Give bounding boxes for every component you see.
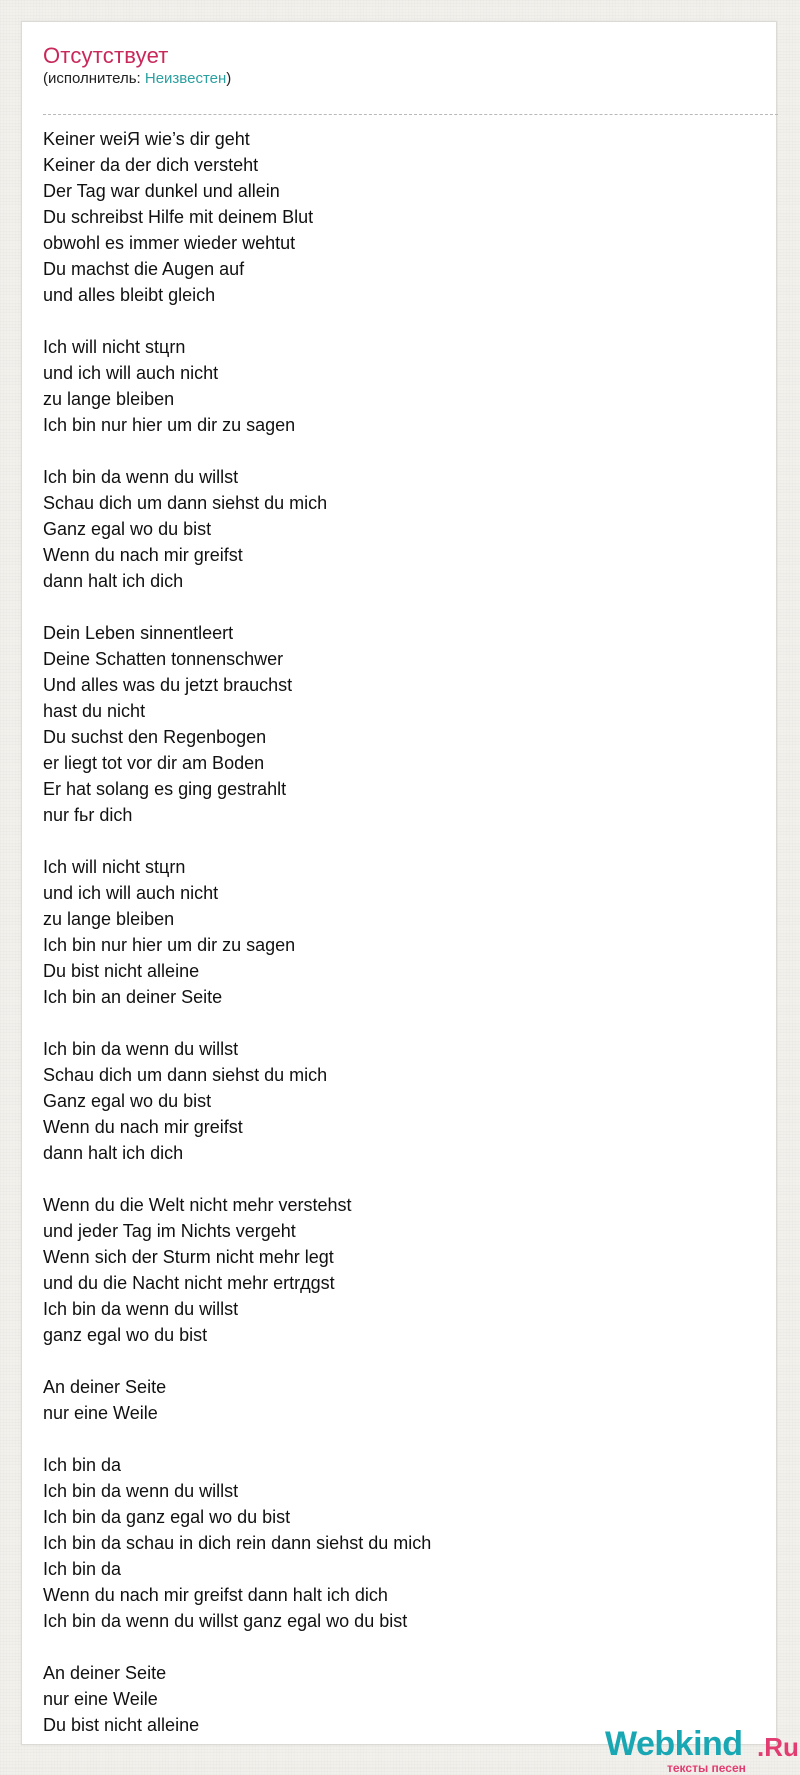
lyric-line: zu lange bleiben	[43, 389, 175, 409]
lyric-line: und ich will auch nicht	[43, 363, 219, 383]
lyric-line: Ich bin da wenn du willst	[43, 1481, 239, 1501]
lyric-line: Schau dich um dann siehst du mich	[43, 1065, 328, 1085]
logo-tagline: тексты песен	[667, 1761, 746, 1775]
lyric-line: Ich bin da	[43, 1559, 122, 1579]
lyric-line: Ich bin da wenn du willst ganz egal wo du bist	[43, 1611, 408, 1631]
lyrics-card	[21, 21, 799, 1775]
song-header	[43, 42, 758, 88]
lyric-line: Ich bin da wenn du willst	[43, 467, 239, 487]
logo-tld: .Ru	[757, 1732, 799, 1762]
webkind-logo	[605, 1724, 800, 1774]
lyric-line: Ich bin da schau in dich rein dann siehst du mich	[43, 1533, 432, 1553]
logo-brand: Webkind	[605, 1725, 743, 1763]
artist-link[interactable]: Неизвестен	[144, 70, 227, 87]
lyric-line: Wenn du nach mir greifst	[43, 545, 243, 565]
lyric-line: Und alles was du jetzt brauchst	[43, 675, 293, 695]
lyrics-stanza	[43, 620, 758, 828]
lyrics-stanza	[43, 1036, 758, 1166]
lyric-line: zu lange bleiben	[43, 909, 175, 929]
lyric-line: Ich bin da ganz egal wo du bist	[43, 1507, 291, 1527]
lyric-line: Wenn sich der Sturm nicht mehr legt	[43, 1247, 334, 1267]
lyric-line: Wenn du nach mir greifst dann halt ich dich	[43, 1585, 388, 1605]
artist-suffix: )	[226, 70, 232, 87]
lyric-line: Der Tag war dunkel und allein	[43, 181, 280, 201]
lyric-line: und jeder Tag im Nichts vergeht	[43, 1221, 296, 1241]
song-title: Отсутствует	[43, 43, 169, 68]
lyric-line: Ich bin da	[43, 1455, 122, 1475]
lyric-line: Ich bin da wenn du willst	[43, 1039, 239, 1059]
lyric-line: Ich bin nur hier um dir zu sagen	[43, 935, 296, 955]
lyric-line: nur fьr dich	[43, 805, 133, 825]
lyric-line: Ich will nicht stцrn	[43, 337, 186, 357]
lyric-line: An deiner Seite	[43, 1663, 167, 1683]
lyric-line: und alles bleibt gleich	[43, 285, 216, 305]
lyric-line: An deiner Seite	[43, 1377, 167, 1397]
lyrics-stanza	[43, 854, 758, 1010]
lyrics-stanza	[43, 1192, 758, 1348]
artist-line	[43, 70, 758, 88]
lyrics-stanza	[43, 1374, 758, 1426]
lyric-line: Ich will nicht stцrn	[43, 857, 186, 877]
lyrics-stanza	[43, 126, 758, 308]
lyric-line: Du schreibst Hilfe mit deinem Blut	[43, 207, 314, 227]
lyric-line: Wenn du die Welt nicht mehr verstehst	[43, 1195, 352, 1215]
lyric-line: Ganz egal wo du bist	[43, 1091, 212, 1111]
lyrics-stanza	[43, 334, 758, 438]
lyric-line: Ich bin an deiner Seite	[43, 987, 223, 1007]
lyric-line: dann halt ich dich	[43, 1143, 184, 1163]
lyric-line: Ich bin nur hier um dir zu sagen	[43, 415, 296, 435]
lyric-line: nur eine Weile	[43, 1403, 158, 1423]
lyric-line: Du bist nicht alleine	[43, 1715, 200, 1735]
lyrics-stanza	[43, 1452, 758, 1634]
lyric-line: Ich bin da wenn du willst	[43, 1299, 239, 1319]
header-divider	[43, 114, 778, 115]
lyric-line: und du die Nacht nicht mehr ertrдgst	[43, 1273, 335, 1293]
lyric-line: nur eine Weile	[43, 1689, 158, 1709]
lyric-line: und ich will auch nicht	[43, 883, 219, 903]
lyric-line: hast du nicht	[43, 701, 146, 721]
artist-prefix: (исполнитель:	[43, 70, 145, 87]
lyric-line: Ganz egal wo du bist	[43, 519, 212, 539]
lyric-line: Keiner da der dich versteht	[43, 155, 259, 175]
lyrics-body	[43, 126, 758, 1764]
lyric-line: obwohl es immer wieder wehtut	[43, 233, 296, 253]
lyric-line: er liegt tot vor dir am Boden	[43, 753, 265, 773]
lyric-line: dann halt ich dich	[43, 571, 184, 591]
lyric-line: Dein Leben sinnentleert	[43, 623, 234, 643]
lyrics-stanza	[43, 464, 758, 594]
lyric-line: Schau dich um dann siehst du mich	[43, 493, 328, 513]
lyric-line: Deine Schatten tonnenschwer	[43, 649, 284, 669]
lyric-line: Er hat solang es ging gestrahlt	[43, 779, 287, 799]
lyric-line: Du machst die Augen auf	[43, 259, 245, 279]
lyric-line: Wenn du nach mir greifst	[43, 1117, 243, 1137]
lyric-line: Keiner weiЯ wie’s dir geht	[43, 129, 250, 149]
lyric-line: Du bist nicht alleine	[43, 961, 200, 981]
lyric-line: ganz egal wo du bist	[43, 1325, 208, 1345]
lyric-line: Du suchst den Regenbogen	[43, 727, 267, 747]
